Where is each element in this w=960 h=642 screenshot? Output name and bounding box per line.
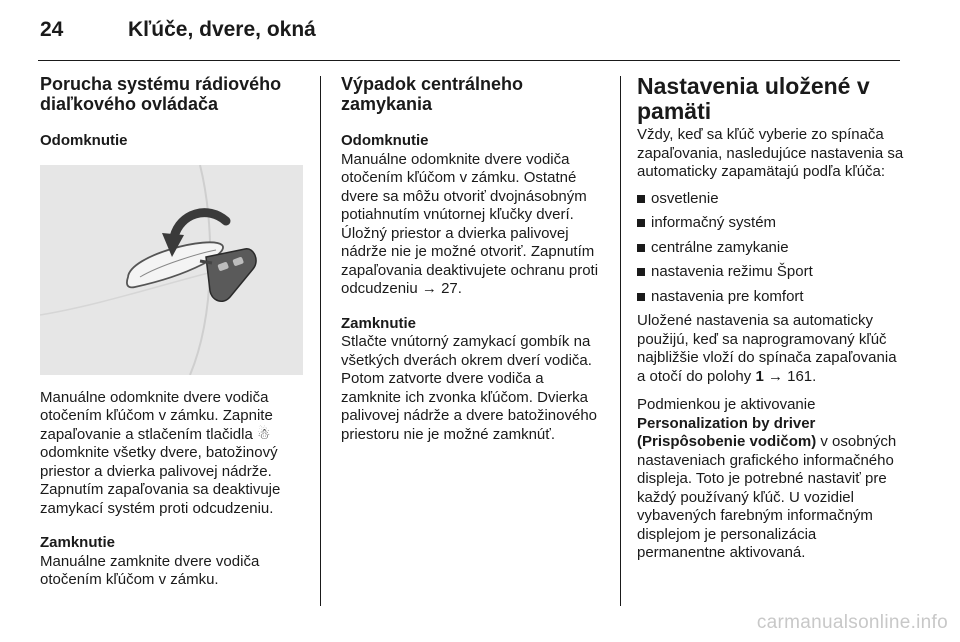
header-rule	[38, 60, 900, 61]
list-item: nastavenia pre komfort	[637, 288, 907, 307]
text-condition-b: v osobných nastaveniach grafického informačného displeja. Toto je potrebné nastaviť pre každý používaný kľúč. U vozidiel vybavených farebným informačným displejom je personalizácia permanentne aktivovaná.	[637, 433, 897, 561]
column-central-lock-failure	[341, 74, 607, 444]
watermark: carmanualsonline.info	[756, 612, 948, 633]
column-memory-settings	[637, 74, 907, 563]
door-key-drawing	[40, 165, 303, 375]
subheading-lock-central: Zamknutie	[341, 314, 417, 332]
text-memory-auto	[637, 312, 907, 386]
subheading-unlock-central: Odomknutie	[341, 132, 429, 149]
list-item: centrálne zamykanie	[637, 239, 907, 258]
text-memory-auto-a: Uložené nastavenia sa automaticky použijú, keď sa naprogramovaný kľúč najbližšie vloží do spínača zapaľovania a otočí do polohy	[637, 312, 897, 385]
heading-memory-settings: Nastavenia uložené v pamäti	[637, 73, 870, 124]
text-unlock-central: Manuálne odomknite dvere vodiča otočením kľúčom v zámku. Ostatné dvere sa môžu otvoriť dvojnásobným potiahnutím vnútornej kľučky dverí. Úložný priestor a dvierka palivovej nádrže nie je možné otvoriť. Zapnutím zapaľovania deaktivujete ochranu proti odcudzeniu → 27.	[341, 150, 599, 297]
text-lock-central: Stlačte vnútorný zamykací gombík na všetkých dverách okrem dverí vodiča. Potom zatvorte dvere vodiča a zamknite ich zvonka kľúčom. Dvierka palivovej nádrže a dvere batožinového priestoru nie je možné zamknúť.	[341, 333, 598, 443]
door-key-illustration	[40, 165, 303, 375]
page-number: 24	[40, 18, 64, 41]
personalization-feature-name: Personalization by driver (Prispôsobenie vodičom)	[637, 414, 817, 450]
column-remote-failure	[40, 74, 308, 590]
list-item: informačný systém	[637, 214, 907, 233]
ignition-position: 1	[755, 367, 764, 385]
subheading-lock: Zamknutie	[40, 534, 116, 551]
subheading-unlock: Odomknutie	[40, 132, 128, 149]
list-item: nastavenia režimu Šport	[637, 263, 907, 282]
text-lock-remote: Manuálne zamknite dvere vodiča otočením kľúčom v zámku.	[40, 552, 260, 588]
column-divider-1	[320, 76, 321, 606]
text-memory-auto-b: → 161.	[767, 367, 817, 385]
heading-central-lock-failure: Výpadok centrálneho zamykania	[341, 74, 524, 114]
heading-remote-failure: Porucha systému rádiového diaľkového ovládača	[40, 74, 282, 114]
text-memory-intro: Vždy, keď sa kľúč vyberie zo spínača zapaľovania, nasledujúce nastavenia sa automaticky zapamätajú podľa kľúča:	[637, 126, 904, 180]
text-unlock-remote: Manuálne odomknite dvere vodiča otočením kľúčom v zámku. Zapnite zapaľovanie a stlačením tlačidla ☃ odomknite všetky dvere, batožinový priestor a dvierka palivovej nádrže. Zapnutím zapaľovania sa deaktivuje zamykací systém proti odcudzeniu.	[40, 388, 281, 517]
text-memory-condition	[637, 396, 907, 563]
list-item: osvetlenie	[637, 190, 907, 209]
column-divider-2	[620, 76, 621, 606]
page-title: Kľúče, dvere, okná	[128, 18, 316, 41]
memory-settings-list	[637, 190, 907, 307]
text-condition-a: Podmienkou je aktivovanie	[637, 396, 816, 413]
